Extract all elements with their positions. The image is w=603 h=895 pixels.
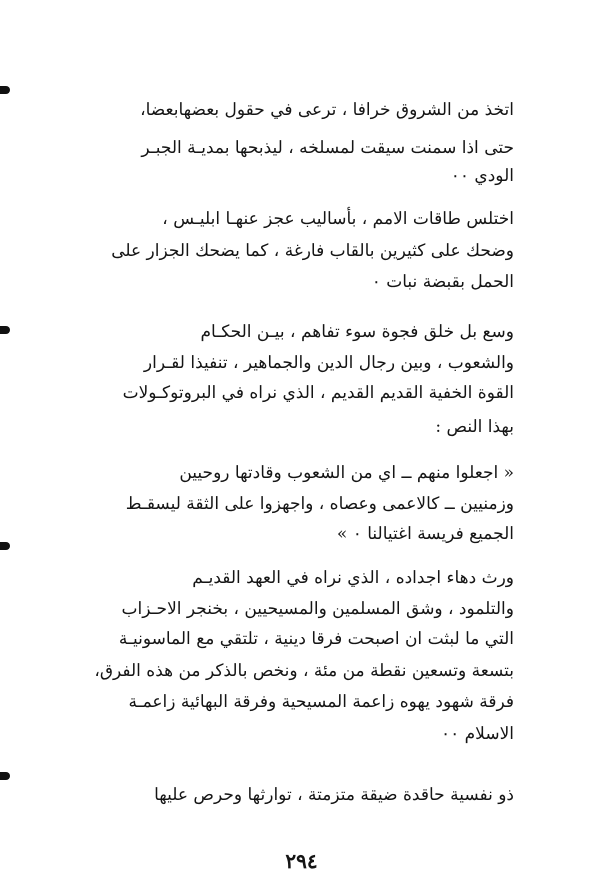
- paragraph-2-line-2: وضحك على كثيرين بالقاب فارغة ، كما يضحك الجزار على: [111, 241, 514, 261]
- quote-line-2: وزمنيين ــ كالاعمى وعصاه ، واجهزوا على الثقة ليسقـط: [125, 494, 514, 514]
- paragraph-1-line-3: الودي ٠٠: [450, 166, 514, 186]
- page-number: ٢٩٤: [285, 849, 318, 873]
- paragraph-5-line-5: فرقة شهود يهوه زاعمة المسيحية وفرقة البهائية زاعمـة: [128, 692, 514, 712]
- paragraph-6-line-1: ذو نفسية حاقدة ضيقة متزمتة ، توارثها وحرص عليها: [154, 785, 514, 805]
- paragraph-3-line-1: وسع بل خلق فجوة سوء تفاهم ، بيـن الحكـام: [200, 322, 514, 342]
- paragraph-3-line-2: والشعوب ، وبين رجال الدين والجماهير ، تنفيذا لقـرار: [143, 353, 514, 373]
- paragraph-2-line-3: الحمل بقبضة نبات ٠: [371, 272, 514, 292]
- paragraph-5-line-6: الاسلام ٠٠: [440, 724, 514, 744]
- paragraph-5-line-2: والتلمود ، وشق المسلمين والمسيحيين ، بخنجر الاحـزاب: [121, 599, 514, 619]
- paragraph-3-line-4: بهذا النص :: [435, 417, 514, 437]
- paragraph-5-line-3: التي ما لبثت ان اصبحت فرقا دينية ، تلتقي مع الماسونيـة: [118, 629, 514, 649]
- margin-mark: [0, 326, 10, 334]
- paragraph-3-line-3: القوة الخفية القديم القديم ، الذي نراه في البروتوكـولات: [122, 383, 514, 403]
- margin-mark: [0, 86, 10, 94]
- paragraph-5-line-1: ورث دهاء اجداده ، الذي نراه في العهد القديـم: [192, 568, 514, 588]
- quote-line-1: « اجعلوا منهم ــ اي من الشعوب وقادتها روحيين: [179, 463, 514, 483]
- margin-mark: [0, 542, 10, 550]
- paragraph-2-line-1: اختلس طاقات الامم ، بأساليب عجز عنهـا ابليـس ،: [162, 209, 514, 229]
- paragraph-5-line-4: بتسعة وتسعين نقطة من مئة ، ونخص بالذكر من هذه الفرق،: [94, 661, 514, 681]
- paragraph-1-line-2: حتى اذا سمنت سيقت لمسلخه ، ليذبحها بمديـة الجبـر: [141, 138, 514, 158]
- margin-mark: [0, 772, 10, 780]
- quote-line-3: الجميع فريسة اغتيالنا ٠ »: [336, 524, 514, 544]
- paragraph-1-line-1: اتخذ من الشروق خرافا ، ترعى في حقول بعضهابعضا،: [140, 100, 514, 120]
